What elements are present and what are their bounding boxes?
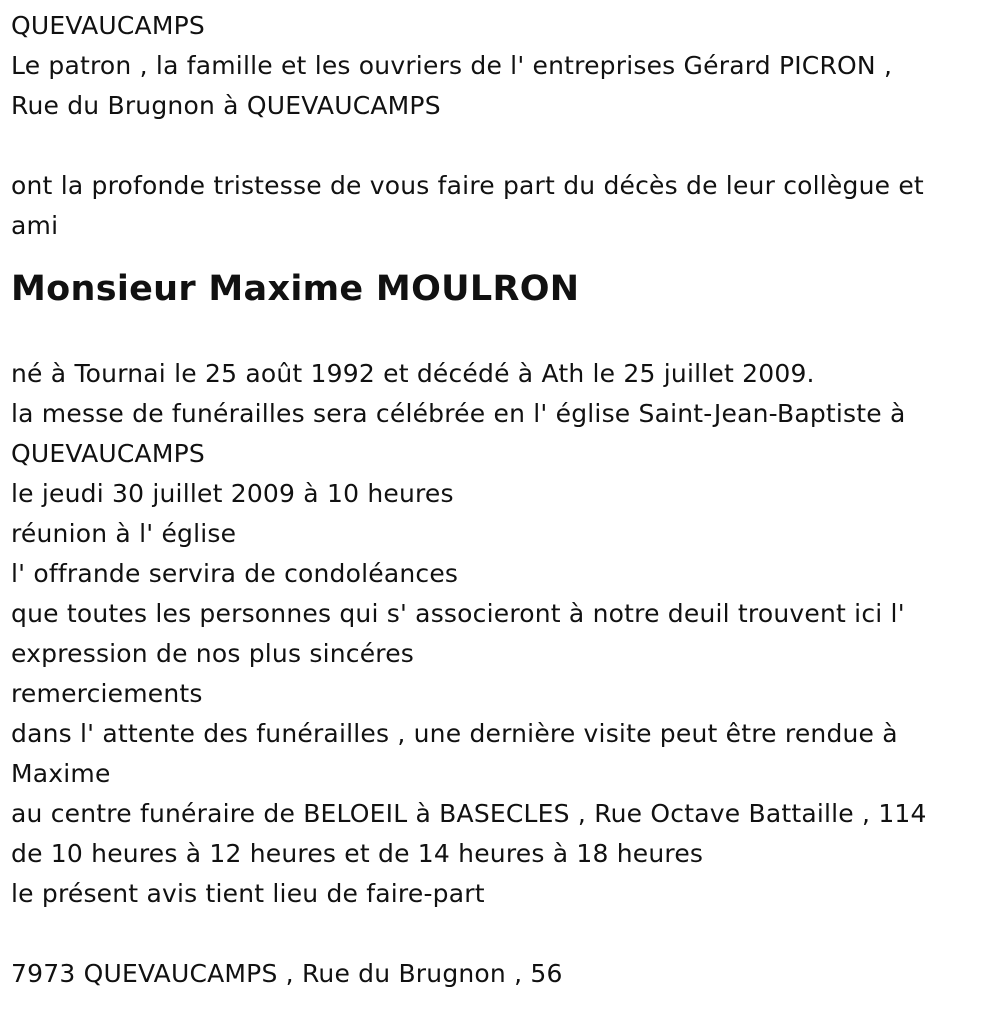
footer-address: 7973 QUEVAUCAMPS , Rue du Brugnon , 56 <box>11 959 563 988</box>
notice-line: le présent avis tient lieu de faire-part <box>11 879 485 908</box>
intro-line-2: ami <box>11 211 59 240</box>
funeral-date-line: le jeudi 30 juillet 2009 à 10 heures <box>11 479 454 508</box>
visit-line-2: Maxime <box>11 759 111 788</box>
deceased-name: Monsieur Maxime MOULRON <box>11 269 580 309</box>
thanks-line-2: expression de nos plus sincéres <box>11 639 415 668</box>
birth-death-line: né à Tournai le 25 août 1992 et décédé à Ath le 25 juillet 2009. <box>11 359 815 388</box>
thanks-line-3: remerciements <box>11 679 203 708</box>
mass-line: la messe de funérailles sera célébrée en l' église Saint-Jean-Baptiste à <box>11 399 906 428</box>
header-address: Rue du Brugnon à QUEVAUCAMPS <box>11 91 441 120</box>
meeting-line: réunion à l' église <box>11 519 237 548</box>
spacer <box>11 126 986 166</box>
visit-line-1: dans l' attente des funérailles , une dernière visite peut être rendue à <box>11 719 898 748</box>
visiting-hours-line: de 10 heures à 12 heures et de 14 heures à 18 heures <box>11 839 704 868</box>
intro-line-1: ont la profonde tristesse de vous faire part du décès de leur collègue et <box>11 171 924 200</box>
spacer <box>11 914 986 954</box>
header-senders: Le patron , la famille et les ouvriers de l' entreprises Gérard PICRON , <box>11 51 893 80</box>
offering-line: l' offrande servira de condoléances <box>11 559 459 588</box>
mass-location-line: QUEVAUCAMPS <box>11 439 205 468</box>
funeral-center-line: au centre funéraire de BELOEIL à BASECLES , Rue Octave Battaille , 114 <box>11 799 927 828</box>
obituary-notice <box>11 6 986 994</box>
header-location: QUEVAUCAMPS <box>11 11 205 40</box>
thanks-line-1: que toutes les personnes qui s' associeront à notre deuil trouvent ici l' <box>11 599 905 628</box>
